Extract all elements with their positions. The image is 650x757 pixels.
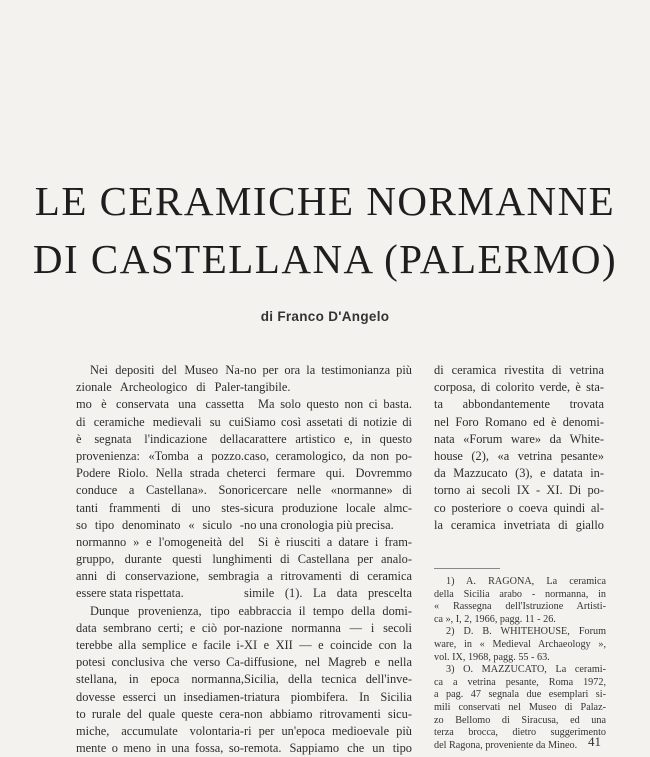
text-line-content: Sicilia, della tecnica dell'inve- — [244, 672, 412, 687]
text-column-3 — [434, 362, 604, 534]
text-line-content: Si è riusciti a datare i fram- — [258, 534, 412, 549]
text-line-content: Podere Riolo. Nella strada che — [76, 466, 244, 481]
text-line — [76, 671, 244, 688]
text-line — [76, 534, 244, 551]
text-line-content: normanno » e l'omogeneità del — [76, 534, 244, 549]
text-line-content: tanti frammenti di uno stes- — [76, 500, 244, 515]
text-line — [244, 482, 412, 499]
text-line-content: nazione normanna — i secoli — [244, 620, 412, 635]
text-line-content: non abbiamo ritrovamenti sicu- — [244, 706, 412, 721]
text-line — [434, 589, 606, 602]
text-line-content: torno ai secoli IX - XI. Di po- — [434, 483, 604, 498]
text-line-content: no per ora la testimonianza più — [244, 363, 412, 377]
footnotes — [434, 576, 606, 752]
text-line — [434, 396, 604, 413]
text-line — [244, 431, 412, 448]
text-line — [76, 414, 244, 431]
text-line-content: potesi conclusiva che verso Ca- — [76, 655, 244, 670]
text-line — [244, 414, 412, 431]
text-line — [434, 500, 604, 517]
text-line — [76, 362, 244, 379]
text-line-content: conduce a Castellana». Sono — [76, 483, 244, 498]
text-line — [244, 585, 412, 602]
text-line — [434, 652, 606, 665]
text-line — [244, 620, 412, 637]
text-line-content: co posteriore o coeva quindi al- — [434, 500, 604, 515]
text-line — [76, 568, 244, 585]
text-line — [434, 482, 604, 499]
text-line — [244, 723, 412, 740]
text-line — [434, 614, 606, 627]
text-line — [434, 727, 606, 740]
text-line — [244, 603, 412, 620]
text-line-content: da Mazzucato (3), e datata in- — [434, 466, 604, 481]
text-line — [244, 568, 412, 585]
text-line — [76, 706, 244, 723]
text-line-content: del Ragona, proveniente da Mineo. — [434, 739, 578, 751]
text-line-content: ri per un'epoca medioevale più — [244, 723, 412, 738]
text-line-content: nata «Forum ware» da White- — [434, 431, 604, 446]
text-line — [434, 465, 604, 482]
text-line-content: abbraccia il tempo della domi- — [244, 603, 412, 618]
text-line-content: vol. IX, 1968, pagg. 55 - 63. — [434, 651, 550, 663]
text-column-1 — [76, 362, 244, 757]
text-line — [244, 396, 412, 413]
text-line — [244, 671, 412, 688]
text-line-content: 2) D. B. WHITEHOUSE, Forum — [446, 626, 606, 638]
page-number: 41 — [588, 734, 601, 749]
text-line-content: di ceramica rivestita di vetrina — [434, 363, 604, 377]
text-line — [76, 637, 244, 654]
text-line — [244, 379, 412, 396]
text-line-content: anni di conservazione, sembra — [76, 569, 244, 584]
text-line-content: terci fermare qui. Dovremmo — [244, 466, 412, 481]
text-line — [76, 585, 244, 602]
text-line-content: 1) A. RAGONA, La ceramica — [446, 576, 606, 587]
text-line — [434, 715, 606, 728]
text-line-content: house (2), «a vetrina pesante» — [434, 448, 604, 463]
text-line-content: mo è conservata una cassetta — [76, 397, 244, 412]
text-line-content: a pag. 47 segnala due esemplari si- — [434, 689, 606, 701]
text-line-content: mili conservati nel Museo di Palaz- — [434, 701, 606, 713]
text-line — [244, 689, 412, 706]
text-line-content: stellana, in epoca normanna, — [76, 672, 244, 687]
text-line-content: carattere artistico e, in questo — [244, 431, 412, 446]
text-line-content: caso, ceramologico, da non po- — [244, 448, 412, 463]
text-line — [244, 654, 412, 671]
text-line-content: to rurale del quale queste cera- — [76, 706, 244, 721]
text-line-content: « Rassegna dell'Istruzione Artisti- — [434, 601, 606, 613]
text-line — [76, 740, 244, 757]
article-title — [0, 172, 650, 288]
text-line-content: remota. Sappiamo che un tipo — [244, 741, 412, 756]
text-line-content: XI e XII — e coincide con la — [244, 638, 412, 652]
text-line-content: nel Foro Romano ed è denomi- — [434, 414, 604, 429]
text-line-content: triatura piombifera. In Sicilia — [244, 689, 412, 704]
text-line — [76, 482, 244, 499]
text-line — [76, 603, 244, 620]
text-line — [244, 465, 412, 482]
text-line — [76, 379, 244, 396]
text-line-content: zo Bellomo di Siracusa, ed una — [434, 714, 606, 726]
text-line-content: essere stata rispettata. — [76, 586, 184, 601]
text-line-content: diffusione, nel Magreb e nella — [244, 655, 412, 670]
text-line — [244, 534, 412, 551]
text-line-content: 3) O. MAZZUCATO, La cerami- — [446, 664, 606, 676]
text-line — [244, 637, 412, 654]
text-line-content: Nei depositi del Museo Na- — [90, 363, 244, 377]
text-line — [76, 654, 244, 671]
text-line-content: so tipo denominato « siculo - — [76, 517, 244, 532]
text-line — [76, 689, 244, 706]
text-line-content: ta abbondantemente trovata — [434, 397, 604, 412]
text-line — [434, 448, 604, 465]
text-line-content: di ceramiche medievali su cui — [76, 414, 244, 429]
text-line — [434, 626, 606, 639]
text-line — [434, 601, 606, 614]
text-line-content: terebbe alla semplice e facile i- — [76, 638, 244, 652]
text-line-content: gruppo, durante questi lunghi — [76, 552, 244, 567]
text-line — [76, 551, 244, 568]
text-line-content: ricercare nelle «normanne» di — [244, 483, 412, 498]
text-line — [76, 517, 244, 534]
text-line — [434, 677, 606, 690]
text-line-content: data sembrano certi; e ciò por- — [76, 620, 244, 635]
text-line-content: Dunque provenienza, tipo e — [90, 603, 244, 618]
text-line-content: simile (1). La data prescelta — [244, 586, 412, 601]
text-line-content: la ceramica invetriata di giallo — [434, 517, 604, 532]
text-line — [244, 740, 412, 757]
text-line-content: tangibile. — [244, 380, 291, 395]
text-line — [434, 517, 604, 534]
text-line-content: no una cronologia più precisa. — [244, 517, 394, 532]
text-line — [244, 448, 412, 465]
text-line — [434, 414, 604, 431]
text-line-content: mente o meno in una fossa, so- — [76, 741, 244, 756]
text-line-content: ware, in « Medieval Archaeology », — [434, 638, 606, 650]
text-line-content: dovesse esserci un insediamen- — [76, 689, 244, 704]
text-column-2 — [244, 362, 412, 757]
title-line-1: LE CERAMICHE NORMANNE — [34, 178, 616, 224]
text-line — [76, 620, 244, 637]
text-line — [244, 517, 412, 534]
text-line — [434, 639, 606, 652]
text-line — [434, 431, 604, 448]
text-line — [244, 500, 412, 517]
text-line — [244, 706, 412, 723]
text-line-content: ca », I, 2, 1966, pagg. 11 - 26. — [434, 613, 556, 625]
text-line-content: sicura produzione locale almc- — [244, 500, 412, 515]
text-line — [76, 500, 244, 517]
text-line-content: terza brocca, dietro suggerimento — [434, 727, 606, 739]
text-line-content: Ma solo questo non ci basta. — [258, 397, 412, 412]
text-line-content: menti di Castellana per analo- — [244, 552, 412, 567]
text-line — [434, 379, 604, 396]
text-line — [76, 448, 244, 465]
text-line — [76, 396, 244, 413]
text-line-content: della Sicilia arabo - normanna, in — [434, 588, 606, 600]
text-line — [434, 702, 606, 715]
text-line — [434, 664, 606, 677]
text-line — [76, 723, 244, 740]
text-line-content: ca a vetrina pesante, Roma 1972, — [434, 676, 606, 688]
text-line — [434, 576, 606, 589]
text-line — [434, 740, 606, 753]
text-line — [434, 362, 604, 379]
text-line-content: zionale Archeologico di Paler- — [76, 380, 244, 395]
text-line — [244, 551, 412, 568]
text-line-content: Siamo così assetati di notizie di — [244, 414, 412, 429]
text-line-content: è segnata l'indicazione della — [76, 431, 244, 446]
footnote-rule — [434, 568, 500, 569]
text-line-content: gia a ritrovamenti di ceramica — [244, 569, 412, 584]
title-line-2: DI CASTELLANA (PALERMO) — [32, 236, 618, 282]
text-line-content: miche, accumulate volontaria- — [76, 723, 244, 738]
text-line — [76, 465, 244, 482]
text-line-content: provenienza: «Tomba a pozzo. — [76, 448, 244, 463]
author-byline: di Franco D'Angelo — [260, 309, 390, 324]
text-line — [76, 431, 244, 448]
text-line — [244, 362, 412, 379]
text-line — [434, 689, 606, 702]
text-line-content: corposa, di colorito verde, è sta- — [434, 380, 604, 395]
